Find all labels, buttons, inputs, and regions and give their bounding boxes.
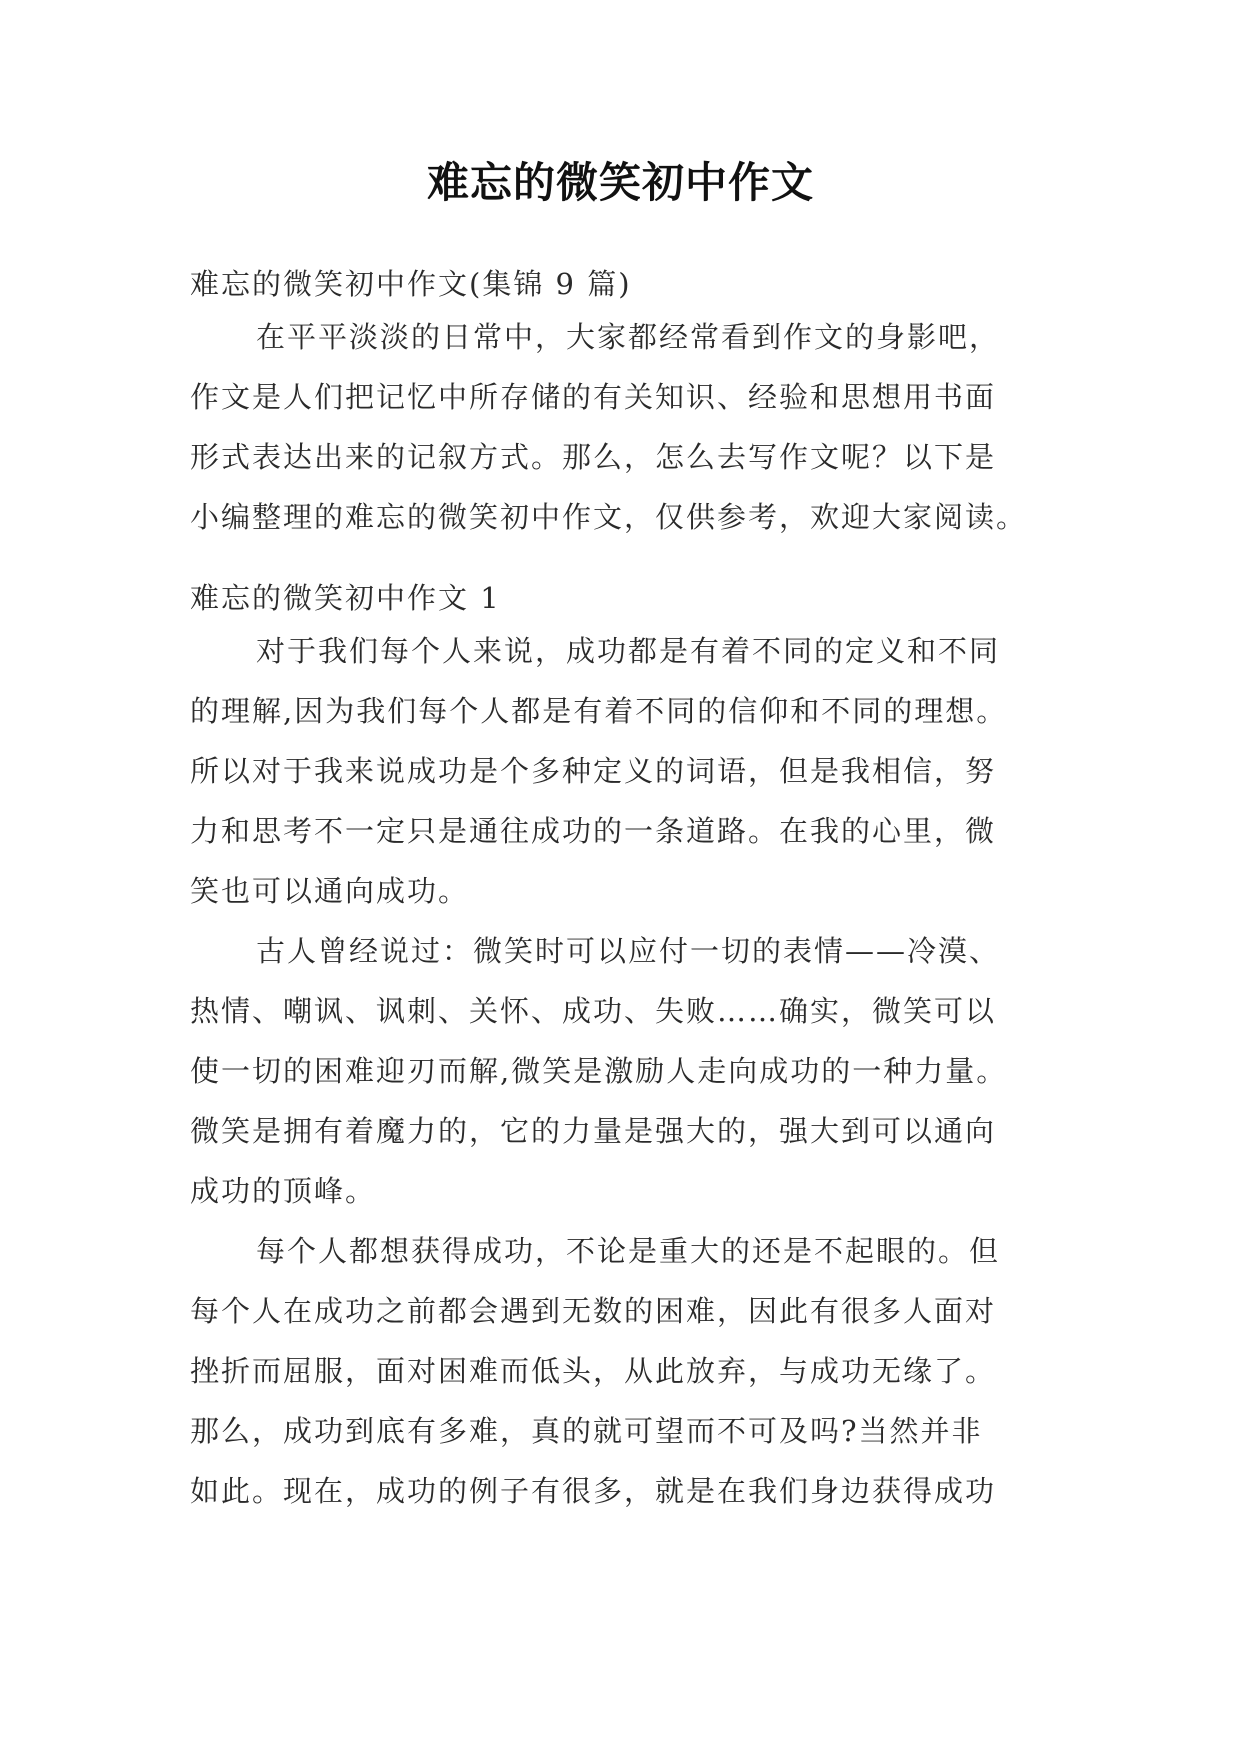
text-line: 所以对于我来说成功是个多种定义的词语，但是我相信，努	[190, 754, 997, 788]
text-line: 每个人都想获得成功，不论是重大的还是不起眼的。但	[256, 1234, 1001, 1268]
text-line: 笑也可以通向成功。	[190, 874, 470, 908]
text-line: 如此。现在，成功的例子有很多，就是在我们身边获得成功	[190, 1474, 997, 1508]
text-line: 热情、嘲讽、讽刺、关怀、成功、失败……确实，微笑可以	[190, 994, 997, 1028]
text-line: 形式表达出来的记叙方式。那么，怎么去写作文呢？以下是	[190, 440, 997, 474]
text-line: 微笑是拥有着魔力的，它的力量是强大的，强大到可以通向	[190, 1114, 997, 1148]
intro-paragraph	[190, 307, 1052, 547]
text-line: 对于我们每个人来说，成功都是有着不同的定义和不同	[256, 634, 1001, 668]
paragraph-2	[190, 921, 1052, 1221]
text-line: 那么，成功到底有多难，真的就可望而不可及吗?当然并非	[190, 1414, 983, 1448]
paragraph-3	[190, 1221, 1052, 1521]
text-line: 在平平淡淡的日常中，大家都经常看到作文的身影吧，	[256, 320, 1001, 354]
document-title: 难忘的微笑初中作文	[426, 158, 814, 207]
section-heading	[190, 568, 1052, 628]
section-heading-line: 难忘的微笑初中作文 1	[190, 581, 501, 615]
text-line: 成功的顶峰。	[190, 1174, 377, 1208]
paragraph-1	[190, 621, 1052, 921]
text-line: 古人曾经说过：微笑时可以应付一切的表情——冷漠、	[256, 934, 1001, 968]
text-line: 挫折而屈服，面对困难而低头，从此放弃，与成功无缘了。	[190, 1354, 997, 1388]
text-line: 力和思考不一定只是通往成功的一条道路。在我的心里，微	[190, 814, 997, 848]
text-line: 使一切的困难迎刃而解,微笑是激励人走向成功的一种力量。	[190, 1054, 1008, 1088]
text-line: 小编整理的难忘的微笑初中作文，仅供参考，欢迎大家阅读。	[190, 500, 1028, 534]
text-line: 每个人在成功之前都会遇到无数的困难，因此有很多人面对	[190, 1294, 997, 1328]
subtitle-line: 难忘的微笑初中作文(集锦 9 篇)	[190, 267, 632, 301]
text-line: 作文是人们把记忆中所存储的有关知识、经验和思想用书面	[190, 380, 997, 414]
text-line: 的理解,因为我们每个人都是有着不同的信仰和不同的理想。	[190, 694, 1008, 728]
subtitle	[190, 254, 1052, 314]
